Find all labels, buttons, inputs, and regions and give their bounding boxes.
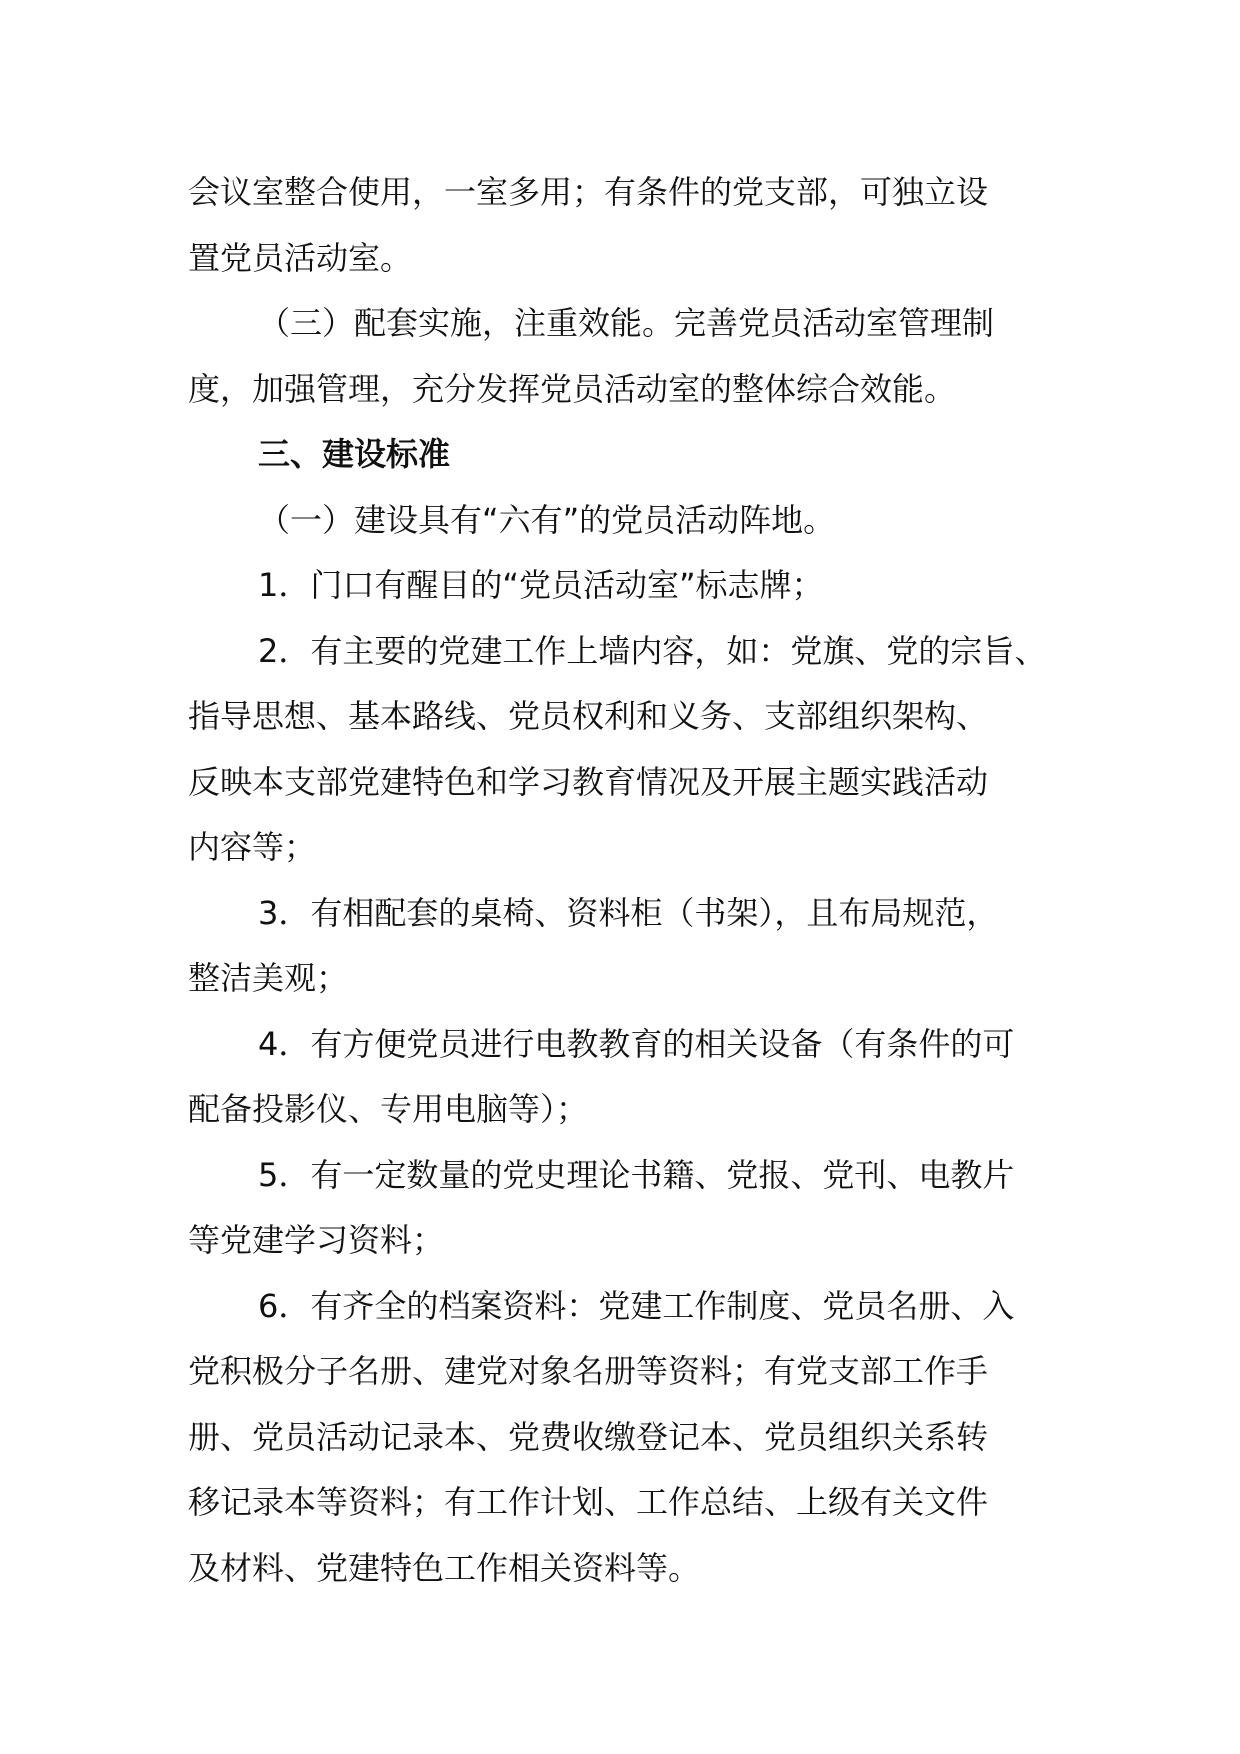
text-line: 反映本支部党建特色和学习教育情况及开展主题实践活动	[188, 762, 989, 801]
heading-text: 三、建设标准	[258, 435, 451, 473]
text-line: 会议室整合使用，一室多用；有条件的党支部，可独立设	[188, 173, 989, 211]
list-item-6	[188, 1274, 1068, 1602]
text-line: 及材料、党建特色工作相关资料等。	[188, 1548, 701, 1587]
text-line: 册、党员活动记录本、党费收缴登记本、党员组织关系转	[188, 1417, 989, 1456]
text-line: 等党建学习资料；	[188, 1221, 445, 1259]
paragraph-room-integration	[188, 160, 1068, 291]
document-body	[188, 160, 1068, 1601]
list-item-2	[188, 619, 1068, 881]
text-line: 5．有一定数量的党史理论书籍、党报、党刊、电教片	[258, 1155, 1015, 1194]
text-line: 4．有方便党员进行电教教育的相关设备（有条件的可	[258, 1024, 1015, 1063]
text-line: 指导思想、基本路线、党员权利和义务、支部组织架构、	[188, 697, 989, 735]
section-heading-construction-standards	[188, 422, 1068, 488]
text-line: 内容等；	[188, 828, 317, 866]
text-line: 1．门口有醒目的“党员活动室”标志牌；	[258, 566, 824, 604]
list-item-4	[188, 1012, 1068, 1143]
text-line: 移记录本等资料；有工作计划、工作总结、上级有关文件	[188, 1483, 989, 1521]
text-line: 2．有主要的党建工作上墙内容，如：党旗、党的宗旨、	[258, 631, 1047, 670]
paragraph-six-haves	[188, 488, 1068, 554]
text-line: （三）配套实施，注重效能。完善党员活动室管理制	[258, 304, 995, 342]
list-item-1	[188, 553, 1068, 619]
list-item-5	[188, 1143, 1068, 1274]
text-line: 6．有齐全的档案资料：党建工作制度、党员名册、入	[258, 1286, 1015, 1325]
text-line: 3．有相配套的桌椅、资料柜（书架），且布局规范，	[258, 893, 999, 932]
text-line: （一）建设具有“六有”的党员活动阵地。	[258, 500, 836, 539]
text-line: 整洁美观；	[188, 959, 349, 997]
text-line: 配备投影仪、专用电脑等）；	[188, 1090, 589, 1128]
text-line: 党积极分子名册、建党对象名册等资料；有党支部工作手	[188, 1352, 989, 1390]
text-line: 度，加强管理，充分发挥党员活动室的整体综合效能。	[188, 369, 957, 408]
paragraph-supporting-implementation	[188, 291, 1068, 422]
text-line: 置党员活动室。	[188, 238, 413, 277]
list-item-3	[188, 881, 1068, 1012]
